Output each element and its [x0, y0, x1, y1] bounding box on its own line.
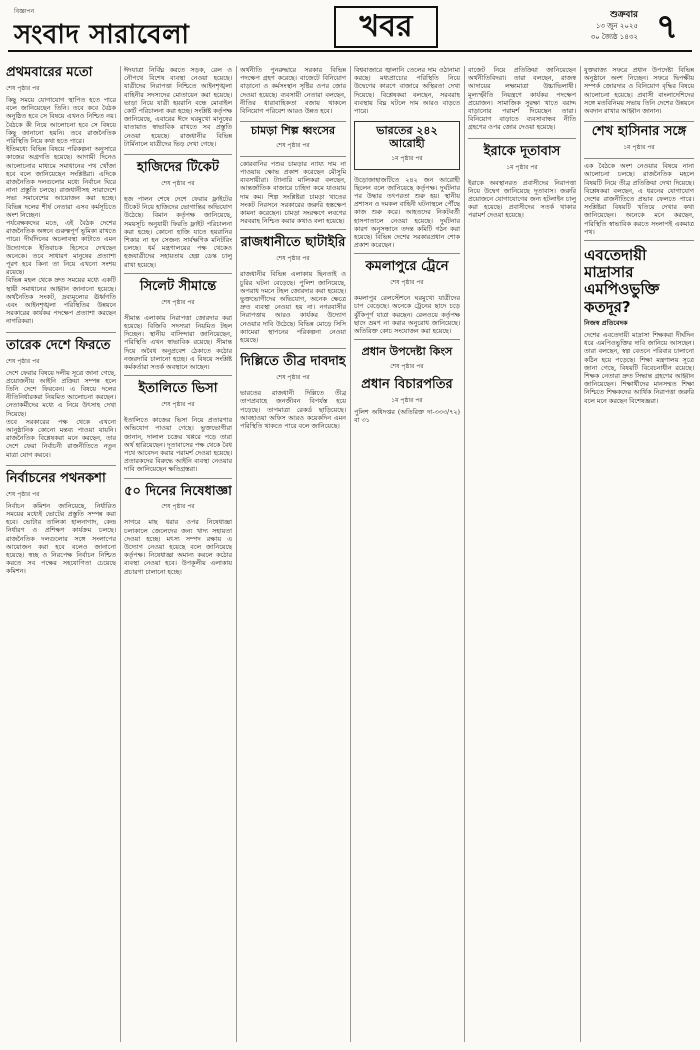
issue-date-bn: ৩০ জ্যৈষ্ঠ ১৪৩২ [590, 33, 638, 41]
story-headline[interactable]: শেখ হাসিনার সঙ্গে [591, 124, 687, 140]
story-headline[interactable]: তারেক দেশে ফিরতে [6, 337, 111, 353]
story-body: কিছু সময়ে যোগাযোগ স্থাপিত হতে পারে বলে জানিয়েছেন তিনি। তবে কবে বৈঠক অনুষ্ঠিত হবে সে বিষয়ে এখনও নিশ্চিত নয়। বৈঠকে কী নিয়ে আলোচনা হবে সে বিষয়ে কিছু জানানো হয়নি। তবে রাজনৈতিক পরিস্থিতি নিয়ে কথা হতে পারে। ইতিমধ্যে বিভিন্ন বিষয়ে পরিকল্পনা অনুসারে কাজের অগ্রগতি হয়েছে। আগামী দিনেও আলোচনার মাধ্যমে সমাধানের পথ খোঁজা হবে বলে জানিয়েছেন সংশ্লিষ্টরা। এদিকে রাজনৈতিক দলগুলোর মধ্যে নির্বাচন ঘিরে নানা প্রস্তুতি চলছে। রাজধানীসহ সারাদেশে সভা সমাবেশের আয়োজন করা হচ্ছে। বিভিন্ন দলের শীর্ষ নেতারা এসব কর্মসূচিতে অংশ নিচ্ছেন। পর্যবেক্ষকদের মতে, এই বৈঠক দেশের রাজনৈতিক অঙ্গনে গুরুত্বপূর্ণ ভূমিকা রাখতে পারে। দীর্ঘদিনের অচলাবস্থা কাটাতে এমন উদ্যোগকে ইতিবাচক হিসেবে দেখছেন অনেকে। তবে সাধারণ মানুষের প্রত্যাশা পূরণ হবে কিনা তা নিয়ে এখনো সংশয় রয়েছে। বিভিন্ন মহল থেকে দ্রুত সময়ের মধ্যে একটি স্থায়ী সমাধানের আহ্বান জানানো হয়েছে। অর্থনৈতিক সংকট, দ্রব্যমূল্যের ঊর্ধ্বগতি এবং আইনশৃঙ্খলা পরিস্থিতির উন্নয়নে সরকারের কার্যকর পদক্ষেপ প্রত্যাশা করছেন নাগরিকরা। [6, 95, 116, 326]
story-capital-crime [240, 236, 346, 264]
column-3 [240, 66, 346, 1042]
story-jump: শেষ পৃষ্ঠার পর [390, 362, 424, 370]
column-divider [464, 66, 465, 1042]
story-continued [584, 66, 694, 115]
story-headline[interactable]: সিলেট সীমান্তে [139, 278, 217, 294]
story-separator [124, 154, 232, 155]
story-headline[interactable]: নির্বাচনের পথনকশা [6, 470, 106, 486]
story-body: রাজধানীর বিভিন্ন এলাকায় ছিনতাই ও চুরির ঘটনা বেড়েছে। পুলিশ জানিয়েছে, অপরাধ দমনে টহল জোরদার করা হয়েছে। ভুক্তভোগীদের অভিযোগ, অনেক ক্ষেত্রে দ্রুত ব্যবস্থা নেওয়া হয় না। নগরবাসীর নিরাপত্তায় আরও কার্যকর উদ্যোগ নেওয়ার দাবি উঠেছে। বিভিন্ন মোড়ে সিসি ক্যামেরা স্থাপনের পরিকল্পনা নেওয়া হয়েছে। [240, 270, 346, 345]
story-continued [240, 66, 346, 115]
story-body: এক বৈঠকে অংশ নেওয়ার বিষয়ে নানা আলোচনা চলছে। রাজনৈতিক মহলে বিষয়টি নিয়ে তীব্র প্রতিক্রিয়া দেখা দিয়েছে। বিশ্লেষকরা বলছেন, এ ধরনের যোগাযোগ দেশের রাজনীতিতে প্রভাব ফেলতে পারে। সংশ্লিষ্টরা বিষয়টি খতিয়ে দেখার কথা জানিয়েছেন। অনেকে মনে করছেন, পরিস্থিতি স্বাভাবিক করতে সংলাপই একমাত্র পথ। [584, 162, 694, 236]
story-headline[interactable]: রাজধানীতে ছাটাইরি [240, 235, 346, 251]
story-jump: শেষ পৃষ্ঠার পর [161, 298, 195, 306]
story-headline[interactable]: দিল্লিতে তীব্র দাবদাহ [240, 354, 346, 370]
story-jump: ১ম পৃষ্ঠার পর [506, 163, 538, 171]
story-jump: শেষ পৃষ্ঠার পর [6, 357, 40, 365]
column-divider [580, 66, 581, 1042]
story-separator [124, 478, 232, 479]
story-body: ইরাকে অবস্থানরত প্রবাসীদের নিরাপত্তা নিয়ে উদ্বেগ জানিয়েছে দূতাবাস। জরুরি প্রয়োজনে যোগাযোগের জন্য হটলাইন চালু করা হয়েছে। প্রবাসীদের সতর্ক থাকার পরামর্শ দেওয়া হয়েছে। [468, 178, 576, 220]
story-ebtedayee-madrasa [584, 247, 694, 405]
column-4 [354, 66, 460, 1042]
column-1 [6, 66, 116, 1042]
story-sylhet-border [124, 280, 232, 308]
column-5 [468, 66, 576, 1042]
column-2 [124, 66, 232, 1042]
story-headline[interactable]: এবতেদায়ী মাদ্রাসার এমপিওভুক্তি কতদূর? [584, 245, 660, 316]
story-continued [124, 66, 232, 148]
story-jump: শেষ পৃষ্ঠার পর [276, 255, 310, 263]
story-body: সীমান্ত এলাকায় নিরাপত্তা জোরদার করা হয়েছে। বিজিবি সদস্যরা নিয়মিত টহল দিচ্ছেন। স্থানীয় বাসিন্দারা জানিয়েছেন, পরিস্থিতি এখন স্বাভাবিক রয়েছে। সীমান্ত দিয়ে অবৈধ অনুপ্রবেশ ঠেকাতে কঠোর নজরদারি চালানো হচ্ছে। এ বিষয়ে সংশ্লিষ্ট কর্মকর্তারা সতর্ক অবস্থানে আছেন। [124, 313, 232, 371]
story-separator [6, 465, 116, 466]
story-headline[interactable]: প্রধান উপদেষ্টা কিংস [361, 345, 453, 359]
story-separator [584, 240, 694, 241]
story-body: অর্থনীতি পুনরুদ্ধারে সরকার বিভিন্ন পদক্ষেপ গ্রহণ করেছে। বাজেটে বিনিয়োগ বাড়ানো ও কর্মসংস্থান সৃষ্টির ওপর জোর দেওয়া হয়েছে। ব্যবসায়ী নেতারা বলছেন, নীতির ধারাবাহিকতা বজায় থাকলে বিনিয়োগ পরিবেশ আরও উন্নত হবে। [240, 66, 346, 116]
story-headline[interactable]: ভারতের ২৪২ আরোহী [376, 124, 438, 150]
story-prothombarer [6, 66, 116, 326]
story-body: ইতালিতে কাজের ভিসা নিয়ে প্রতারণার অভিযোগ পাওয়া গেছে। ভুক্তভোগীরা জানান, দালাল চক্রের খপ্পরে পড়ে তারা অর্থ হারিয়েছেন। দূতাবাসের পক্ষ থেকে বৈধ পথে আবেদন করার পরামর্শ দেওয়া হয়েছে। প্রতারকদের বিরুদ্ধে আইনি ব্যবস্থা নেওয়ার দাবি জানিয়েছেন ক্ষতিগ্রস্তরা। [124, 416, 232, 474]
story-body: পুলিশ অধিদপ্তর (অতিরিক্ত দা-৩৩৩/৭২) বা ৩১ [354, 407, 460, 425]
story-leather-industry [240, 121, 346, 157]
column-divider [120, 66, 121, 1042]
story-separator [124, 273, 232, 274]
issue-date-en: ১৩ জুন ২০২৫ [595, 22, 638, 30]
story-byline: নিজস্ব প্রতিবেদক [584, 318, 628, 327]
masthead-kicker: বিজ্ঞাপন [14, 8, 35, 15]
story-jump: শেষ পৃষ্ঠার পর [6, 490, 40, 498]
story-body: যুক্তরাজ্য সফরে প্রধান উপদেষ্টা বিভিন্ন অনুষ্ঠানে অংশ নিচ্ছেন। সফরে দ্বিপক্ষীয় সম্পর্ক জোরদার ও বিনিয়োগ বৃদ্ধির বিষয়ে আলোচনা হয়েছে। প্রবাসী বাংলাদেশিদের সঙ্গে মতবিনিময় সভায় তিনি দেশের উন্নয়নে অবদান রাখার আহ্বান জানান। [584, 66, 694, 116]
story-headline[interactable]: কমলাপুরে ট্রেনে [365, 259, 449, 275]
story-tarek [6, 339, 116, 459]
story-headline[interactable]: ইরাকে দূতাবাস [483, 143, 561, 159]
column-6 [584, 66, 694, 1042]
story-separator [240, 348, 346, 349]
story-body: বিশ্ববাজারে জ্বালানি তেলের দাম ওঠানামা করছে। মধ্যপ্রাচ্যের পরিস্থিতি নিয়ে উদ্বেগের কারণে বাজারে অস্থিরতা দেখা দিয়েছে। বিশ্লেষকরা বলছেন, সরবরাহ ব্যবস্থায় বিঘ্ন ঘটলে দাম আরও বাড়তে পারে। [354, 66, 460, 116]
story-election-roadmap [6, 472, 116, 576]
section-title: খবর [334, 6, 438, 48]
story-italy-visa [124, 382, 232, 410]
story-india-242 [354, 121, 460, 169]
story-body: ভারতের রাজধানী দিল্লিতে তীব্র তাপপ্রবাহে জনজীবন বিপর্যস্ত হয়ে পড়েছে। তাপমাত্রা রেকর্ড ছাড়িয়েছে। আবহাওয়া অফিস আরও কয়েকদিন এমন পরিস্থিতি থাকতে পারে বলে জানিয়েছে। [240, 389, 346, 430]
story-separator [468, 138, 576, 139]
story-delhi-heat [240, 355, 346, 383]
story-jump: শেষ পৃষ্ঠার পর [276, 141, 310, 149]
story-hajj-ticket [124, 161, 232, 189]
story-jump: শেষ পৃষ্ঠার পর [161, 503, 195, 511]
column-divider [236, 66, 237, 1042]
story-jump: শেষ পৃষ্ঠার পর [390, 279, 424, 287]
story-body: কমলাপুর রেলস্টেশনে ঘরমুখো যাত্রীদের চাপ বেড়েছে। অনেকে ট্রেনের ছাদে চড়ে ঝুঁকিপূর্ণ যাত্রা করছেন। রেলওয়ে কর্তৃপক্ষ ছাদে ভ্রমণ না করার অনুরোধ জানিয়েছে। অতিরিক্ত কোচ সংযোজন করা হয়েছে। [354, 294, 460, 336]
story-iraq-embassy [468, 145, 576, 173]
story-body: দেশের এবতেদায়ী মাদ্রাসা শিক্ষকরা দীর্ঘদিন ধরে এমপিওভুক্তির দাবি জানিয়ে আসছেন। তারা বলছেন, স্বল্প বেতনে পরিবার চালানো কঠিন হয়ে পড়েছে। শিক্ষা মন্ত্রণালয় সূত্রে জানা গেছে, বিষয়টি বিবেচনাধীন রয়েছে। শিক্ষক নেতারা দ্রুত সিদ্ধান্ত গ্রহণের আহ্বান জানিয়েছেন। শিক্ষার্থীদের মানসম্মত শিক্ষা নিশ্চিতে শিক্ষকদের আর্থিক নিরাপত্তা জরুরি বলে মনে করছেন বিশেষজ্ঞরা। [584, 330, 694, 405]
story-headline[interactable]: ইতালিতে ভিসা [138, 381, 218, 397]
story-body: ঈদযাত্রা নির্বিঘ্ন করতে সড়ক, রেল ও নৌপথে বিশেষ ব্যবস্থা নেওয়া হয়েছে। যাত্রীদের নিরাপত্তা নিশ্চিতে আইনশৃঙ্খলা বাহিনীর সদস্যদের মোতায়েন করা হয়েছে। ভাড়া নিয়ে যাত্রী হয়রানি বন্ধে মোবাইল কোর্ট পরিচালনা করা হচ্ছে। সংশ্লিষ্ট কর্তৃপক্ষ জানিয়েছে, এবারের ঈদে ঘরমুখো মানুষের যাতায়াত স্বাভাবিক রাখতে সব প্রস্তুতি নেওয়া হয়েছে। রাজধানীর বিভিন্ন টার্মিনালে যাত্রীদের ভিড় দেখা গেছে। [124, 66, 232, 148]
story-50-day-ban [124, 485, 232, 513]
story-continued [468, 66, 576, 132]
story-jump: শেষ পৃষ্ঠার পর [161, 401, 195, 409]
story-chief-adviser-kings [354, 346, 460, 372]
story-separator [354, 253, 460, 254]
story-headline[interactable]: চামড়া শিল্প ধ্বংসের [250, 124, 336, 138]
story-chief-justice [354, 378, 460, 424]
column-divider [350, 66, 351, 1042]
story-separator [124, 375, 232, 376]
story-separator [6, 332, 116, 333]
story-body: দেশে ফেরার বিষয়ে দলীয় সূত্রে জানা গেছে, প্রয়োজনীয় আইনি প্রক্রিয়া সম্পন্ন হলে তিনি দেশে ফিরবেন। এ বিষয়ে দলের নীতিনির্ধারকরা নিয়মিত আলোচনা করছেন। নেতাকর্মীদের মধ্যে এ নিয়ে উৎসাহ দেখা দিয়েছে। তবে সরকারের পক্ষ থেকে এখনো আনুষ্ঠানিক কোনো মন্তব্য পাওয়া যায়নি। রাজনৈতিক বিশ্লেষকরা মনে করছেন, তার দেশে ফেরা নির্বাচনী রাজনীতিতে নতুন মাত্রা যোগ করবে। [6, 368, 116, 459]
story-headline[interactable]: প্রথমবারের মতো [6, 66, 93, 80]
story-body: উড়োজাহাজটিতে ২৪২ জন আরোহী ছিলেন বলে জানিয়েছে কর্তৃপক্ষ। দুর্ঘটনার পর উদ্ধার তৎপরতা শুরু হয়। স্থানীয় প্রশাসন ও দমকল বাহিনী ঘটনাস্থলে পৌঁছে কাজ শুরু করে। আহতদের নিকটবর্তী হাসপাতালে নেওয়া হয়েছে। দুর্ঘটনার কারণ অনুসন্ধানে তদন্ত কমিটি গঠন করা হয়েছে। বিভিন্ন দেশের সরকারপ্রধান শোক প্রকাশ করেছেন। [354, 175, 460, 250]
story-body: নির্বাচন কমিশন জানিয়েছে, নির্ধারিত সময়ের মধ্যেই ভোটের প্রস্তুতি সম্পন্ন করা হবে। ভোটার তালিকা হালনাগাদ, কেন্দ্র নির্ধারণ ও প্রশিক্ষণ কার্যক্রম চলছে। রাজনৈতিক দলগুলোর সঙ্গে সংলাপের আয়োজন করা হবে বলেও জানানো হয়েছে। স্বচ্ছ ও নিরপেক্ষ নির্বাচন নিশ্চিত করতে সব পক্ষের সহযোগিতা চেয়েছে কমিশন। [6, 501, 116, 576]
story-headline[interactable]: ৫০ দিনের নিষেধাজ্ঞা [124, 483, 232, 499]
newspaper-brand: সংবাদ সারাবেলা [14, 20, 190, 50]
issue-date [568, 10, 638, 43]
story-kamalapur-train [354, 260, 460, 288]
masthead [8, 6, 692, 60]
story-body: কোরবানির পশুর চামড়ার ন্যায্য দাম না পাওয়ায় ক্ষোভ প্রকাশ করেছেন মৌসুমি ব্যবসায়ীরা। ট্যানারি মালিকরা বলছেন, আন্তর্জাতিক বাজারে চাহিদা কমে যাওয়ায় দাম কম। শিল্প সংশ্লিষ্টরা চামড়া খাতের সংকট নিরসনে সরকারের জরুরি হস্তক্ষেপ কামনা করেছেন। চামড়া সংরক্ষণে লবণের সরবরাহ নিশ্চিত করার কথাও বলা হয়েছে। [240, 159, 346, 226]
story-headline[interactable]: হাজিদের টিকেট [137, 160, 219, 176]
story-continued [354, 66, 460, 115]
page-number: ৭ [655, 7, 679, 47]
story-body: বাজেট নিয়ে প্রতিক্রিয়া জানিয়েছেন অর্থনীতিবিদরা। তারা বলছেন, রাজস্ব আদায়ের লক্ষ্যমাত্রা উচ্চাভিলাষী। মূল্যস্ফীতি নিয়ন্ত্রণে কার্যকর পদক্ষেপ প্রয়োজন। সামাজিক সুরক্ষা খাতে বরাদ্দ বাড়ানোর পরামর্শ দিয়েছেন তারা। বিনিয়োগ বাড়াতে ব্যবসাবান্ধব নীতি গ্রহণের ওপর জোর দেওয়া হয়েছে। [468, 66, 576, 132]
story-jump: শেষ পৃষ্ঠার পর [6, 84, 40, 92]
story-jump: ১ম পৃষ্ঠার পর [623, 144, 655, 152]
story-headline[interactable]: প্রধান বিচারপতির [361, 376, 453, 392]
story-separator [240, 229, 346, 230]
story-jump: শেষ পৃষ্ঠার পর [161, 179, 195, 187]
story-body: হজ পালন শেষে দেশে ফেরার ফ্লাইটের টিকেট নিয়ে হাজিদের ভোগান্তির অভিযোগ উঠেছে। বিমান কর্তৃপক্ষ জানিয়েছে, সময়সূচি অনুযায়ী ফিরতি ফ্লাইট পরিচালনা করা হচ্ছে। কোনো হাজি যাতে হয়রানির শিকার না হন সেজন্য সার্বক্ষণিক মনিটরিং চলছে। ধর্ম মন্ত্রণালয়ের পক্ষ থেকেও হজযাত্রীদের সহায়তায় হেল্প ডেস্ক চালু রাখা হয়েছে। [124, 194, 232, 269]
story-separator [354, 339, 460, 340]
masthead-rule [8, 50, 692, 52]
issue-day: শুক্রবার [610, 10, 638, 20]
story-jump: ১ম পৃষ্ঠার পর [391, 154, 423, 162]
story-sheikh-hasina [584, 121, 694, 159]
story-body: সাগরে মাছ ধরার ওপর নিষেধাজ্ঞা চলাকালে জেলেদের জন্য খাদ্য সহায়তা দেওয়া হচ্ছে। মৎস্য সম্পদ রক্ষায় এ উদ্যোগ নেওয়া হয়েছে বলে জানিয়েছে কর্তৃপক্ষ। নিষেধাজ্ঞা অমান্য করলে কঠোর ব্যবস্থা নেওয়া হবে। উপকূলীয় এলাকায় প্রচারণা চালানো হচ্ছে। [124, 518, 232, 576]
story-jump: ১ম পৃষ্ঠার পর [391, 396, 423, 404]
story-jump: শেষ পৃষ্ঠার পর [276, 374, 310, 382]
